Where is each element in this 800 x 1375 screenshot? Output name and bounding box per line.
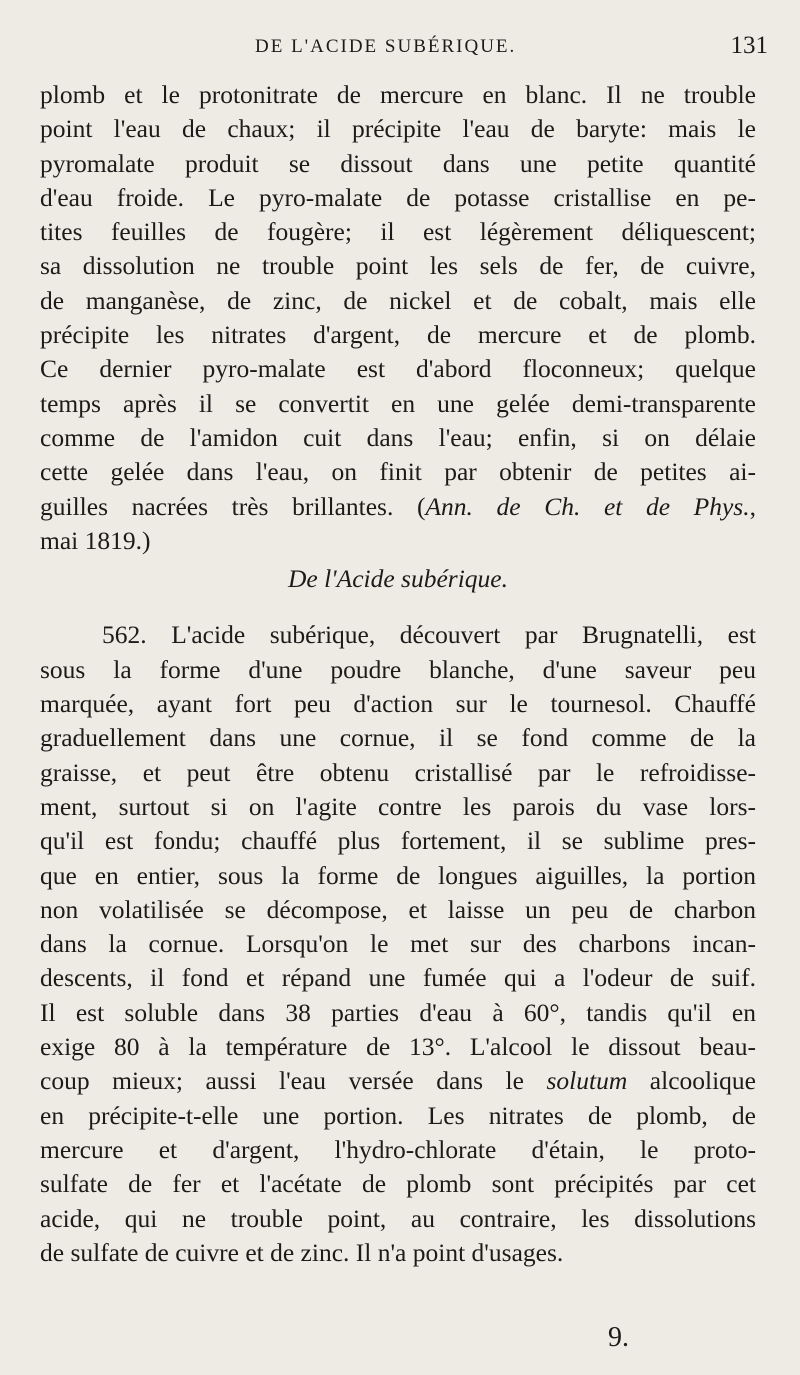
text-line-citation (40, 490, 756, 524)
citation-journal: Ann. de Ch. et de Phys. (425, 491, 750, 521)
text-line: mercure et d'argent, l'hydro-chlorate d'étain, le proto- (40, 1134, 756, 1164)
signature-mark: 9. (608, 1322, 629, 1353)
text-line-solutum (40, 1064, 756, 1098)
text-line: pyromalate produit se dissout dans une petite quantité (40, 148, 756, 178)
text-line: de manganèse, de zinc, de nickel et de cobalt, mais elle (40, 285, 756, 315)
text-line: acide, qui ne trouble point, au contraire, les dissolutions (40, 1203, 756, 1233)
text-line-final: de sulfate de cuivre et de zinc. Il n'a point d'usages. (40, 1237, 564, 1267)
paragraph-pyromalate (40, 78, 756, 558)
text-line: tites feuilles de fougère; il est légèrement déliquescent; (40, 217, 756, 247)
text-line: d'eau froide. Le pyro-malate de potasse cristallise en pe- (40, 182, 756, 212)
text-line: Ce dernier pyro-malate est d'abord floconneux; quelque (40, 354, 756, 384)
text-line: précipite les nitrates d'argent, de mercure et de plomb. (40, 320, 756, 350)
text-line: comme de l'amidon cuit dans l'eau; enfin, si on délaie (40, 422, 756, 452)
paragraph-suberic-acid (40, 618, 756, 1270)
citation-lead: guilles nacrées très brillantes. ( (40, 491, 426, 521)
solutum-term: solutum (546, 1066, 628, 1096)
text-line: temps après il se convertit en une gelée demi-transparente (40, 388, 756, 418)
text-line: exige 80 à la température de 13°. L'alcool le dissout beau- (40, 1032, 756, 1062)
running-title: DE L'ACIDE SUBÉRIQUE. (255, 36, 517, 57)
text-line: descents, il fond et répand une fumée qui a l'odeur de suif. (40, 963, 756, 993)
text-line: dans la cornue. Lorsqu'on le met sur des charbons incan- (40, 929, 756, 959)
text-line: qu'il est fondu; chauffé plus fortement, il se sublime pres- (40, 826, 756, 856)
citation-comma: , (749, 491, 756, 521)
text-line: cette gelée dans l'eau, on finit par obtenir de petites ai- (40, 457, 756, 487)
text-line: Il est soluble dans 38 parties d'eau à 60°, tandis qu'il en (40, 997, 756, 1027)
text-line: sous la forme d'une poudre blanche, d'une saveur peu (40, 654, 756, 684)
text-line: plomb et le protonitrate de mercure en blanc. Il ne trouble (40, 80, 756, 109)
text-line: graisse, et peut être obtenu cristallisé par le refroidisse- (40, 757, 756, 787)
text-line: en précipite-t-elle une portion. Les nitrates de plomb, de (40, 1100, 756, 1130)
section-heading: De l'Acide subérique. (287, 564, 508, 594)
text-line: sa dissolution ne trouble point les sels de fer, de cuivre, (40, 251, 756, 281)
page-number: 131 (730, 32, 768, 59)
text-line: non volatilisée se décompose, et laisse un peu de charbon (40, 894, 756, 924)
text-line: marquée, ayant fort peu d'action sur le tournesol. Chauffé (40, 689, 756, 719)
text-line: sulfate de fer et l'acétate de plomb sont précipités par cet (40, 1169, 756, 1199)
text-line: graduellement dans une cornue, il se fond comme de la (40, 723, 756, 753)
body-text (40, 78, 756, 1270)
solutum-tail: alcoolique (649, 1066, 757, 1096)
text-line: que en entier, sous la forme de longues aiguilles, la portion (40, 860, 756, 890)
text-line: ment, surtout si on l'agite contre les parois du vase lors- (40, 791, 756, 821)
text-line: point l'eau de chaux; il précipite l'eau de baryte: mais le (40, 114, 756, 144)
text-line-numbered: 562. L'acide subérique, découvert par Brugnatelli, est (102, 620, 756, 650)
page-header (40, 30, 768, 66)
solutum-lead: coup mieux; aussi l'eau versée dans le (40, 1066, 524, 1096)
citation-date: mai 1819.) (40, 525, 151, 555)
